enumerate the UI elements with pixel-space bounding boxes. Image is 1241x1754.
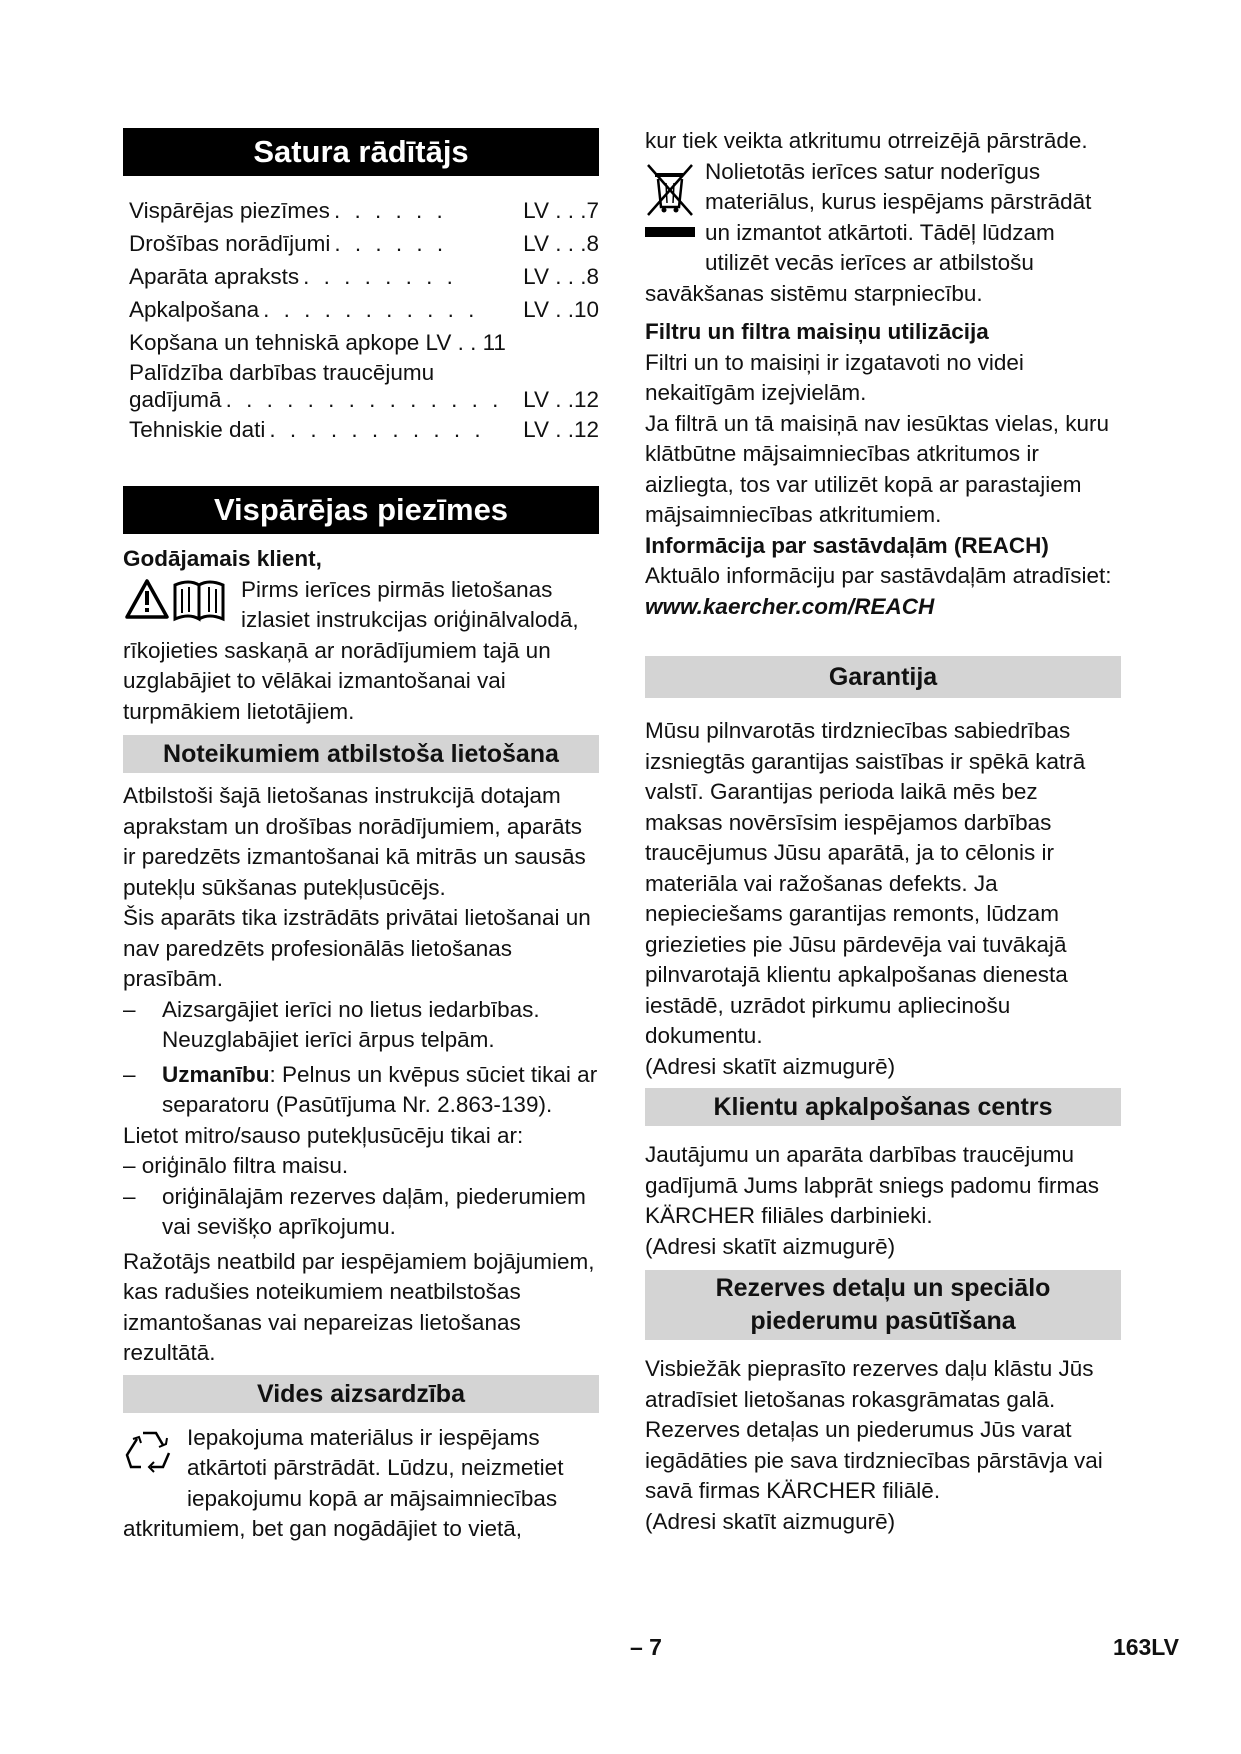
page-number: – 7 — [630, 1634, 662, 1660]
warning-manual-icon — [123, 575, 231, 632]
proper-use-paragraph: Atbilstoši šajā lietošanas instrukcijā dotajam aprakstam un drošības norādījumiem, aparāts ir paredzēts izmantošanai kā mitrās un sausās putekļu sūkšanas putekļusūcējs. — [123, 783, 586, 900]
parts-paragraph: Rezerves detaļas un piederumus Jūs varat iegādāties pie sava tirdzniecības pārstāvja vai savā firmas KÄRCHER filiālē. — [645, 1417, 1103, 1503]
weee-paragraph: Nolietotās ierīces satur noderīgus materiālus, kurus iespējams pārstrādāt un izmantot atkārtoti. Tādēļ lūdzam utilizēt vecās ierīces ar atbilstošu savākšanas sistēmu starpniecību. — [645, 158, 1092, 306]
general-notes-heading: Vispārējas piezīmes — [123, 486, 599, 534]
warranty-paragraph: Mūsu pilnvarotās tirdzniecības sabiedrības izsniegtās garantijas saistības ir spēkā katrā valstī. Garantijas perioda laikā mēs bez maksas novērsīsim iespējamos darbības traucējumus Jūsu aparātā, ja to cēlonis ir materiāla vai ražošanas defekts. Ja nepieciešams garantijas remonts, lūdzam griezieties pie Jūsu pārdevēja vai tuvākajā pilnvarotajā klientu apkalpošanas dienesta iestādē, uzrādot pirkumu apliecinošu dokumentu. — [645, 718, 1086, 1048]
toc-item[interactable]: Vispārējas piezīmes . . . . . . LV . . .7 — [129, 198, 599, 223]
recycling-icon — [123, 1427, 177, 1486]
intro-text: Pirms ierīces pirmās lietošanas izlasiet instrukcijas oriģinālvalodā, rīkojieties saskaņā ar norādījumiem tajā un uzglabājiet to vēlākai izmantošanai vai turpmākiem lietotājiem. — [123, 576, 579, 724]
parts-heading: Rezerves detaļu un speciālo piederumu pasūtīšana — [645, 1270, 1121, 1340]
reach-heading: Informācija par sastāvdaļām (REACH) — [645, 532, 1049, 558]
weee-block — [645, 157, 1121, 310]
toc-item-continued[interactable]: gadījumā . . . . . . . . . . . . . . LV . .12 — [129, 387, 599, 412]
parts-address-note: (Adresi skatīt aizmugurē) — [645, 1508, 896, 1534]
warranty-address-note: (Adresi skatīt aizmugurē) — [645, 1053, 896, 1079]
left-column — [123, 128, 599, 1545]
list-item: – Aizsargājiet ierīci no lietus iedarbības. Neuzglabājiet ierīci ārpus telpām. — [123, 996, 540, 1052]
salutation: Godājamais klient, — [123, 546, 322, 571]
proper-use-paragraph: Lietot mitro/sauso putekļusūcēju tikai ar: — [123, 1122, 524, 1148]
service-address-note: (Adresi skatīt aizmugurē) — [645, 1233, 896, 1259]
table-of-contents — [129, 194, 599, 446]
toc-item[interactable]: Drošības norādījumi . . . . . . LV . . .8 — [129, 231, 599, 256]
toc-item[interactable]: Apkalpošana . . . . . . . . . . . LV . .10 — [129, 297, 599, 322]
service-heading: Klientu apkalpošanas centrs — [645, 1088, 1121, 1126]
proper-use-paragraph: Šis aparāts tika izstrādāts privātai lietošanai un nav paredzēts profesionālās lietošanas prasībām. — [123, 905, 591, 991]
environment-block — [123, 1423, 599, 1545]
environment-paragraph: Iepakojuma materiālus ir iespējams atkārtoti pārstrādāt. Lūdzu, neizmetiet iepakojumu kopā ar mājsaimniecības atkritumiem, bet gan nogādājiet to vietā, — [123, 1424, 564, 1541]
environment-paragraph-cont: kur tiek veikta atkritumu otrreizējā pārstrāde. — [645, 128, 1088, 153]
crossed-bin-icon — [645, 161, 695, 250]
list-item: – Uzmanību: Pelnus un kvēpus sūciet tikai ar separatoru (Pasūtījuma Nr. 2.863-139). — [123, 1061, 598, 1117]
filter-disposal-heading: Filtru un filtra maisiņu utilizācija — [645, 319, 989, 344]
service-paragraph: Jautājumu un aparāta darbības traucējumu gadījumā Jums labprāt sniegs padomu firmas KÄRCHER filiāles darbinieki. — [645, 1142, 1099, 1228]
reach-link[interactable]: www.kaercher.com/REACH — [645, 593, 935, 619]
toc-item[interactable]: Aparāta apraksts . . . . . . . . LV . . .8 — [129, 264, 599, 289]
proper-use-paragraph: – oriģinālo filtra maisu. — [123, 1153, 349, 1178]
intro-block — [123, 575, 599, 728]
toc-item[interactable]: Kopšana un tehniskā apkope LV . . 11 — [129, 330, 506, 355]
environment-heading: Vides aizsardzība — [123, 1375, 599, 1413]
attention-label: Uzmanību — [162, 1061, 270, 1087]
document-code: 163LV — [1112, 1634, 1179, 1660]
reach-paragraph: Aktuālo informāciju par sastāvdaļām atradīsiet: — [645, 563, 1112, 588]
warranty-heading: Garantija — [645, 656, 1121, 698]
filter-paragraph: Ja filtrā un tā maisiņā nav iesūktas vielas, kuru klātbūtne mājsaimniecības atkritumos ir aizliegta, tos var utilizēt kopā ar parastajiem mājsaimniecības atkritumiem. — [645, 410, 1109, 527]
proper-use-heading: Noteikumiem atbilstoša lietošana — [123, 735, 599, 773]
right-column — [645, 126, 1121, 1537]
toc-item[interactable]: Tehniskie dati . . . . . . . . . . . LV . .12 — [129, 417, 599, 442]
list-item: – oriģinālajām rezerves daļām, piederumiem vai sevišķo aprīkojumu. — [123, 1183, 586, 1239]
filter-paragraph: Filtri un to maisiņi ir izgatavoti no videi nekaitīgām izejvielām. — [645, 349, 1024, 405]
toc-heading: Satura rādītājs — [123, 128, 599, 176]
proper-use-paragraph: Ražotājs neatbild par iespējamiem bojājumiem, kas radušies noteikumiem neatbilstošas izmantošanas vai nepareizas lietošanas rezultātā. — [123, 1248, 595, 1365]
parts-paragraph: Visbiežāk pieprasīto rezerves daļu klāstu Jūs atradīsiet lietošanas rokasgrāmatas galā. — [645, 1356, 1094, 1412]
toc-item[interactable]: Palīdzība darbības traucējumu — [129, 360, 435, 385]
